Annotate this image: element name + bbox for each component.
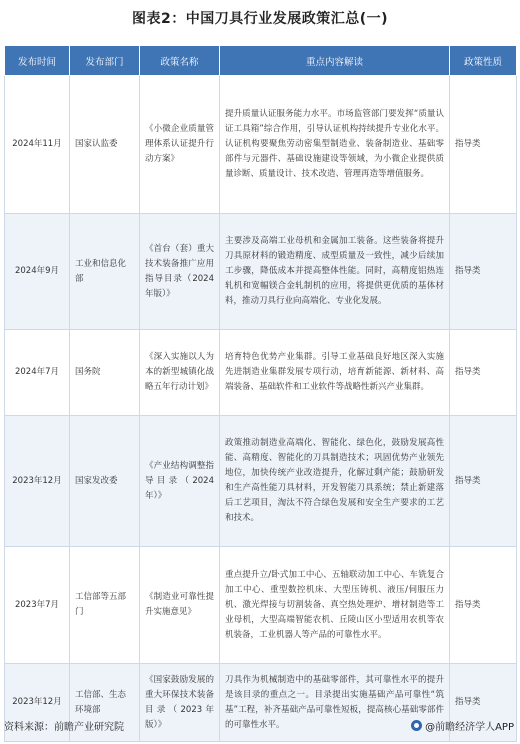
cell-dept: 工信部、生态环境部: [70, 664, 140, 742]
cell-key-content: 刀具作为机械制造中的基础零部件，其可靠性水平的提升是该目录的重点之一。目录提出实施基础产品可靠性“筑基”工程，补齐基础产品可靠性短板，提高核心基础零部件的可靠性水平。: [220, 664, 450, 742]
cell-dept: 工业和信息化部: [70, 214, 140, 330]
cell-key-content: 政策推动制造业高端化、智能化、绿色化，鼓励发展高性能、高精度、智能化的刀具制造技术；巩固优势产业领先地位，加快传统产业改造提升，化解过剩产能；鼓励研发和生产高性能刀具材料，开发智能刀具系统；禁止新建落后工艺项目，淘汰不符合绿色发展和安全生产要求的工艺和技术。: [220, 416, 450, 547]
table-row: [5, 330, 517, 416]
cell-date: 2024年9月: [5, 214, 70, 330]
cell-date: 2023年7月: [5, 547, 70, 664]
cell-policy-name: 《小微企业质量管理体系认证提升行动方案》: [140, 76, 220, 214]
header-key: 重点内容解读: [220, 46, 450, 76]
cell-dept: 国家发改委: [70, 416, 140, 547]
chart-title: 图表2：中国刀具行业发展政策汇总(一): [131, 11, 389, 27]
cell-date: 2024年7月: [5, 330, 70, 416]
cell-key-content: 主要涉及高端工业母机和金属加工装备。这些装备将提升刀具原材料的锻造精度、成型质量及一致性，减少后续加工步骤，降低成本并提高整体性能。同时，高精度铝热连轧机和宽幅镁合金轧制机的应用，将提供更优质的基体材料，推动刀具行业向高端化、专业化发展。: [220, 214, 450, 330]
cell-dept: 工信部等五部门: [70, 547, 140, 664]
header-date: 发布时间: [5, 46, 70, 76]
cell-key-content: 重点提升立/卧式加工中心、五轴联动加工中心、车铣复合加工中心、重型数控机床、大型压铸机、液压/伺服压力机、激光焊接与切割装备、真空热处理炉、增材制造等工业母机，大型高端智能农机、丘陵山区小型适用农机等农机装备，工业机器人等产品的可靠性水平。: [220, 547, 450, 664]
cell-key-content: 提升质量认证服务能力水平。市场监管部门要发挥“质量认证工具箱”综合作用，引导认证机构持续提升专业化水平。认证机构要聚焦劳动密集型制造业、装备制造业、基础零部件与元器件、基础设施建设等领域，为小微企业提供质量诊断、质量设计、技术改造、管理再造等增值服务。: [220, 76, 450, 214]
cell-policy-type: 指导类: [450, 547, 517, 664]
cell-policy-type: 指导类: [450, 76, 517, 214]
header-dept: 发布部门: [70, 46, 140, 76]
source-note: 资料来源：前瞻产业研究院: [4, 722, 124, 733]
cell-policy-type: 指导类: [450, 416, 517, 547]
cell-policy-name: 《产业结构调整指导目录（2024年）》: [140, 416, 220, 547]
cell-policy-name: 《首台（套）重大技术装备推广应用指导目录（2024年版）》: [140, 214, 220, 330]
cell-dept: 国家认监委: [70, 76, 140, 214]
table-row: [5, 547, 517, 664]
cell-dept: 国务院: [70, 330, 140, 416]
policy-table: [4, 45, 517, 742]
cell-date: 2023年12月: [5, 416, 70, 547]
cell-key-content: 培育特色优势产业集群。引导工业基础良好地区深入实施先进制造业集群发展专项行动，培育新能源、新材料、高端装备、基础软件和工业软件等战略性新兴产业集群。: [220, 330, 450, 416]
cell-date: 2023年12月: [5, 664, 70, 742]
table-row: [5, 214, 517, 330]
table-header-row: [5, 46, 517, 76]
brand-logo-icon: [411, 720, 422, 731]
cell-policy-name: 《国家鼓励发展的重大环保技术装备目录（2023年版）》: [140, 664, 220, 742]
cell-policy-type: 指导类: [450, 330, 517, 416]
header-type: 政策性质: [450, 46, 517, 76]
header-name: 政策名称: [140, 46, 220, 76]
cell-policy-name: 《制造业可靠性提升实施意见》: [140, 547, 220, 664]
cell-policy-name: 《深入实施以人为本的新型城镇化战略五年行动计划》: [140, 330, 220, 416]
brand-credit: [411, 718, 514, 733]
cell-policy-type: 指导类: [450, 214, 517, 330]
cell-date: 2024年11月: [5, 76, 70, 214]
table-row: [5, 416, 517, 547]
table-row: [5, 76, 517, 214]
cell-policy-type: 指导类: [450, 664, 517, 742]
brand-credit-text: @前瞻经济学人APP: [425, 722, 514, 733]
